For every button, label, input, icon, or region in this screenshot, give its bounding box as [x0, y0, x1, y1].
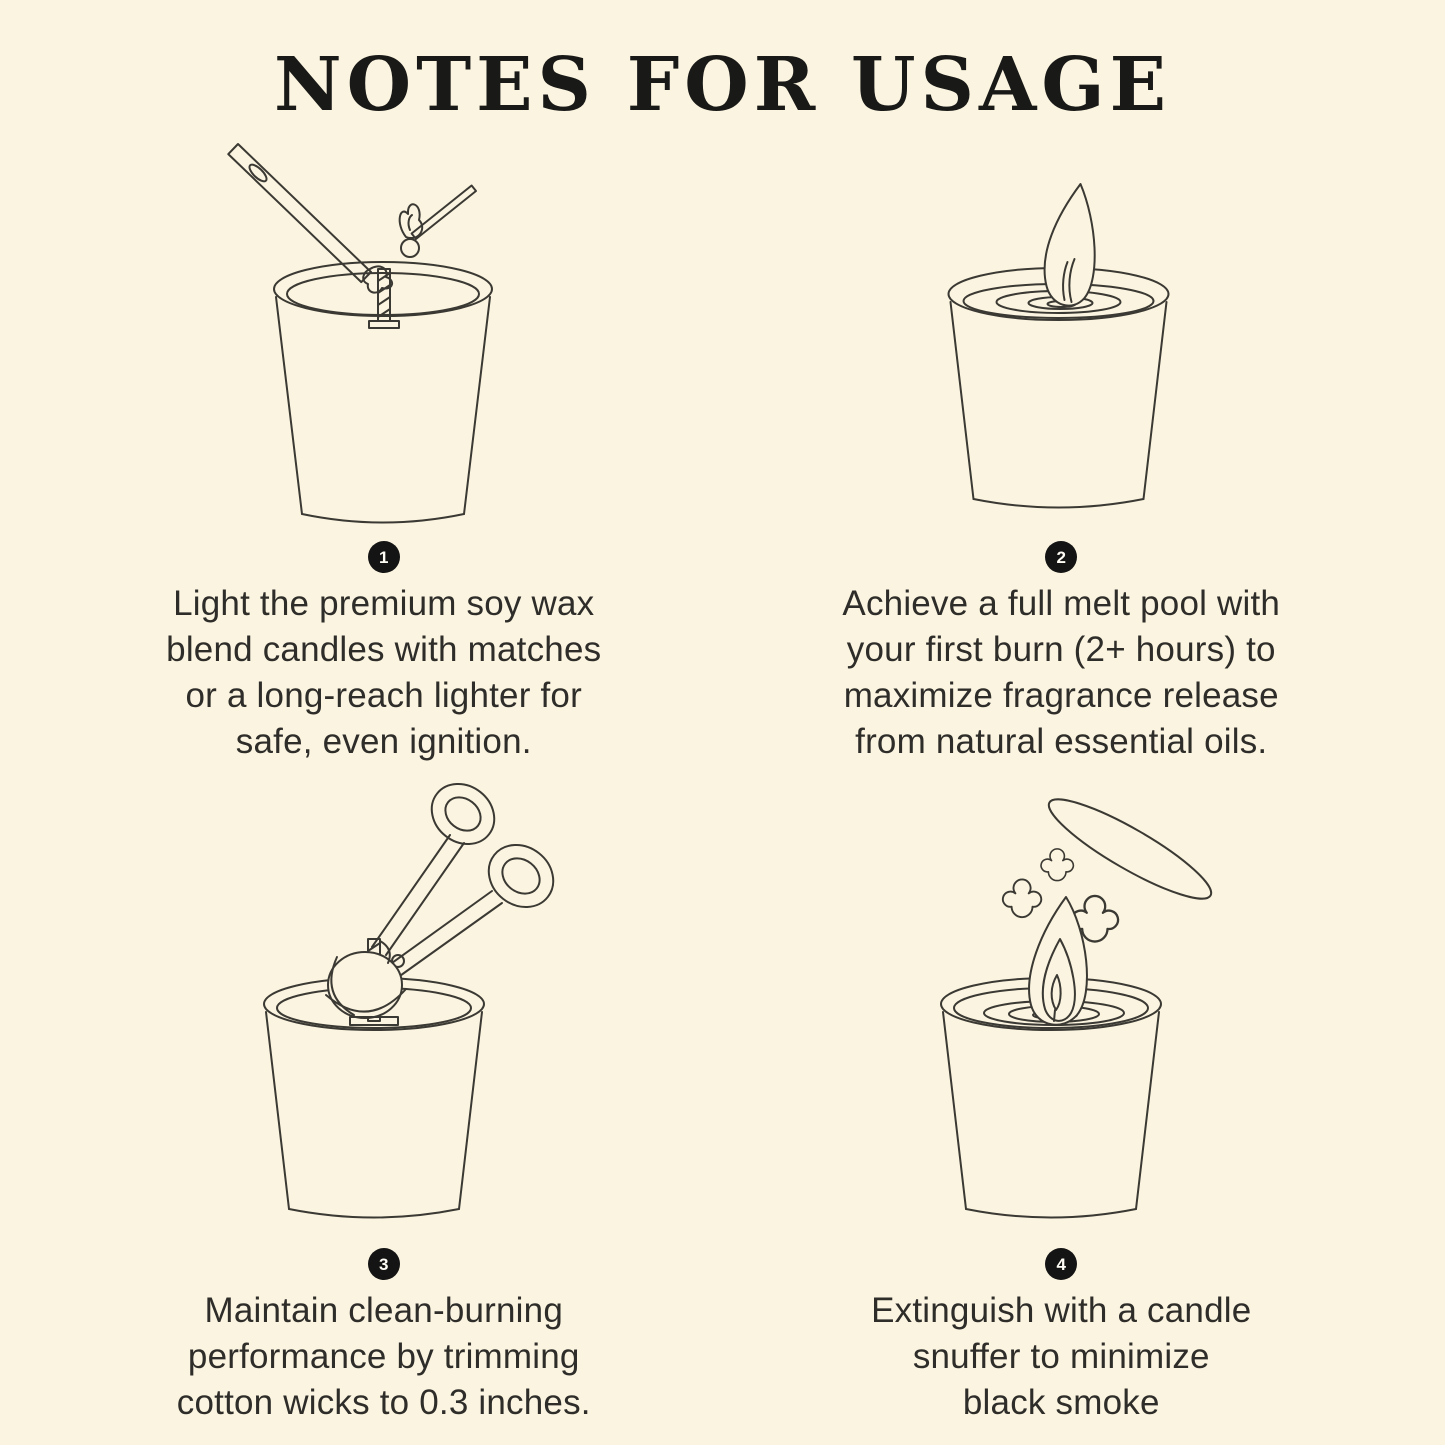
- flame-icon: [1045, 184, 1095, 306]
- step-3-art: [174, 779, 594, 1241]
- match-icon: [399, 186, 475, 258]
- steps-grid: [0, 132, 1445, 1426]
- burning-candle-illustration: [851, 129, 1271, 534]
- step-3: [45, 779, 723, 1426]
- step-1-caption: Light the premium soy wax blend candles with matches or a long-reach lighter for safe, even ignition.: [166, 584, 602, 761]
- step-number-badge: 1: [368, 541, 400, 573]
- step-4: [723, 779, 1401, 1426]
- snuffer-lid-icon: [1040, 785, 1221, 913]
- wick-trimming-illustration: [174, 779, 594, 1241]
- flame-icon: [1029, 897, 1087, 1025]
- candle-snuffing-illustration: [851, 779, 1271, 1241]
- step-1: [45, 132, 723, 765]
- step-number-badge: 4: [1045, 1248, 1077, 1280]
- step-number-badge: 3: [368, 1248, 400, 1280]
- step-4-art: [851, 779, 1271, 1241]
- step-2-caption: Achieve a full melt pool with your first burn (2+ hours) to maximize fragrance release from natural essential oils.: [842, 584, 1281, 761]
- wick-trimmer-icon: [326, 779, 566, 1018]
- candle-lighting-illustration: [174, 129, 594, 534]
- step-number-badge: 2: [1045, 541, 1077, 573]
- wick-icon: [369, 269, 399, 328]
- step-2-art: [851, 132, 1271, 534]
- page-title: NOTES FOR USAGE: [273, 42, 1172, 128]
- step-1-art: [174, 132, 594, 534]
- step-2: [723, 132, 1401, 765]
- step-4-caption: Extinguish with a candle snuffer to minimize black smoke: [871, 1291, 1252, 1422]
- step-3-caption: Maintain clean-burning performance by trimming cotton wicks to 0.3 inches.: [176, 1291, 591, 1422]
- long-reach-lighter-icon: [228, 144, 392, 293]
